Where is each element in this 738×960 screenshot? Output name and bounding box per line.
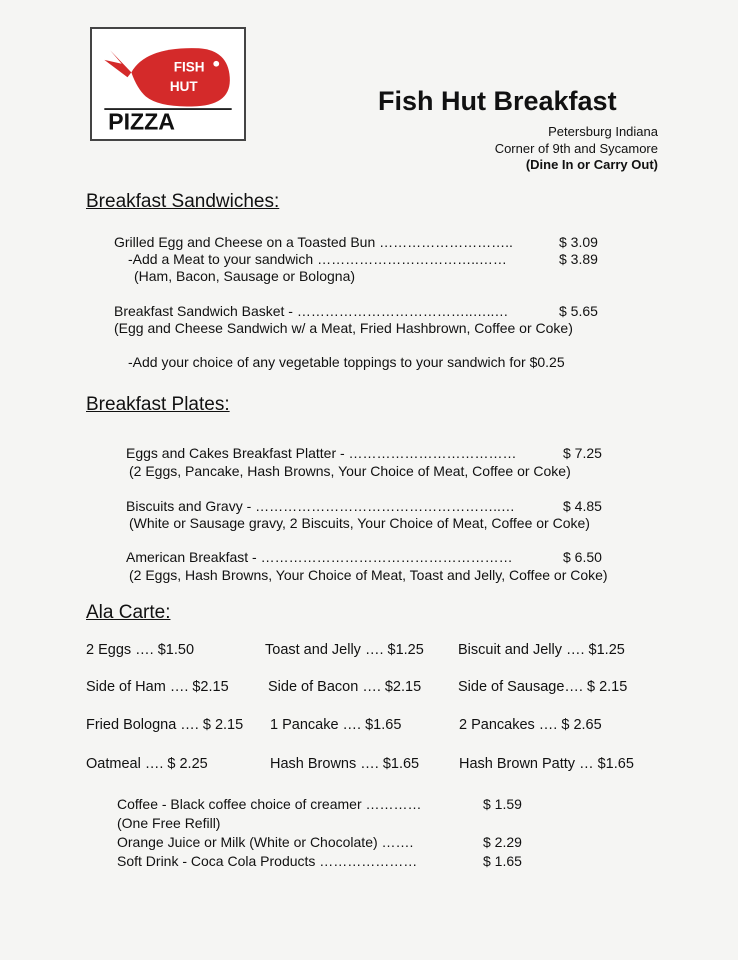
menu-item: Grilled Egg and Cheese on a Toasted Bun ……………………….. xyxy=(114,234,513,250)
ala-carte-item: Side of Ham …. $2.15 xyxy=(86,679,229,695)
menu-item-price: $ 4.85 xyxy=(563,498,602,514)
svg-text:HUT: HUT xyxy=(169,78,198,94)
ala-carte-item: Toast and Jelly …. $1.25 xyxy=(265,642,424,658)
ala-carte-item: Side of Sausage…. $ 2.15 xyxy=(458,679,628,695)
fish-hut-pizza-logo xyxy=(90,27,246,141)
menu-item-price: $ 3.89 xyxy=(559,251,598,267)
menu-item: Biscuits and Gravy - ……………………………………………..… xyxy=(126,498,515,514)
ala-carte-item: 2 Eggs …. $1.50 xyxy=(86,642,195,658)
menu-item-note: (2 Eggs, Hash Browns, Your Choice of Meat, Toast and Jelly, Coffee or Coke) xyxy=(129,567,608,583)
drink-item: Orange Juice or Milk (White or Chocolate) ……. xyxy=(117,834,414,850)
drink-item-note: (One Free Refill) xyxy=(117,815,221,831)
ala-carte-item: Fried Bologna …. $ 2.15 xyxy=(86,717,244,733)
page-title: Fish Hut Breakfast xyxy=(378,86,617,116)
section-heading-ala-carte: Ala Carte: xyxy=(86,602,171,623)
section-heading-sandwiches: Breakfast Sandwiches: xyxy=(86,191,280,212)
drink-item: Soft Drink - Coca Cola Products ………………… xyxy=(117,853,418,869)
address-text: Corner of 9th and Sycamore xyxy=(494,141,658,156)
menu-item-note: (Egg and Cheese Sandwich w/ a Meat, Fried Hashbrown, Coffee or Coke) xyxy=(114,320,573,336)
ala-carte-item: 2 Pancakes …. $ 2.65 xyxy=(459,717,602,733)
ala-carte-item: Hash Brown Patty … $1.65 xyxy=(459,756,634,772)
menu-item-price: $ 5.65 xyxy=(559,303,598,319)
svg-text:PIZZA: PIZZA xyxy=(108,108,176,135)
menu-item: Breakfast Sandwich Basket - ………………………………..…..… xyxy=(114,303,509,319)
ala-carte-item: Hash Browns …. $1.65 xyxy=(270,756,420,772)
whale-logo-graphic xyxy=(92,29,244,139)
ala-carte-item: Side of Bacon …. $2.15 xyxy=(268,679,422,695)
section-heading-plates: Breakfast Plates: xyxy=(86,394,230,415)
menu-item-note: (2 Eggs, Pancake, Hash Browns, Your Choice of Meat, Coffee or Coke) xyxy=(129,463,571,479)
menu-item-note: (White or Sausage gravy, 2 Biscuits, Your Choice of Meat, Coffee or Coke) xyxy=(129,515,590,531)
drink-item-price: $ 2.29 xyxy=(483,834,522,850)
ala-carte-item: Oatmeal …. $ 2.25 xyxy=(86,756,208,772)
ala-carte-item: Biscuit and Jelly …. $1.25 xyxy=(458,642,625,658)
location-text: Petersburg Indiana xyxy=(548,124,658,139)
menu-item-price: $ 6.50 xyxy=(563,549,602,565)
menu-item-price: $ 7.25 xyxy=(563,445,602,461)
menu-item: -Add a Meat to your sandwich ……………………………..…… xyxy=(128,251,507,267)
menu-item-note: (Ham, Bacon, Sausage or Bologna) xyxy=(134,268,356,284)
svg-text:FISH: FISH xyxy=(173,59,205,75)
menu-item: American Breakfast - ……………………………………………… xyxy=(126,549,513,565)
service-text: (Dine In or Carry Out) xyxy=(525,157,658,172)
drink-item-price: $ 1.65 xyxy=(483,853,522,869)
drink-item: Coffee - Black coffee choice of creamer ………… xyxy=(117,796,422,812)
menu-item-price: $ 3.09 xyxy=(559,234,598,250)
drink-item-price: $ 1.59 xyxy=(483,796,522,812)
ala-carte-item: 1 Pancake …. $1.65 xyxy=(270,717,402,733)
menu-item: Eggs and Cakes Breakfast Platter - ……………………………… xyxy=(126,445,517,461)
menu-note: -Add your choice of any vegetable toppings to your sandwich for $0.25 xyxy=(128,354,565,370)
